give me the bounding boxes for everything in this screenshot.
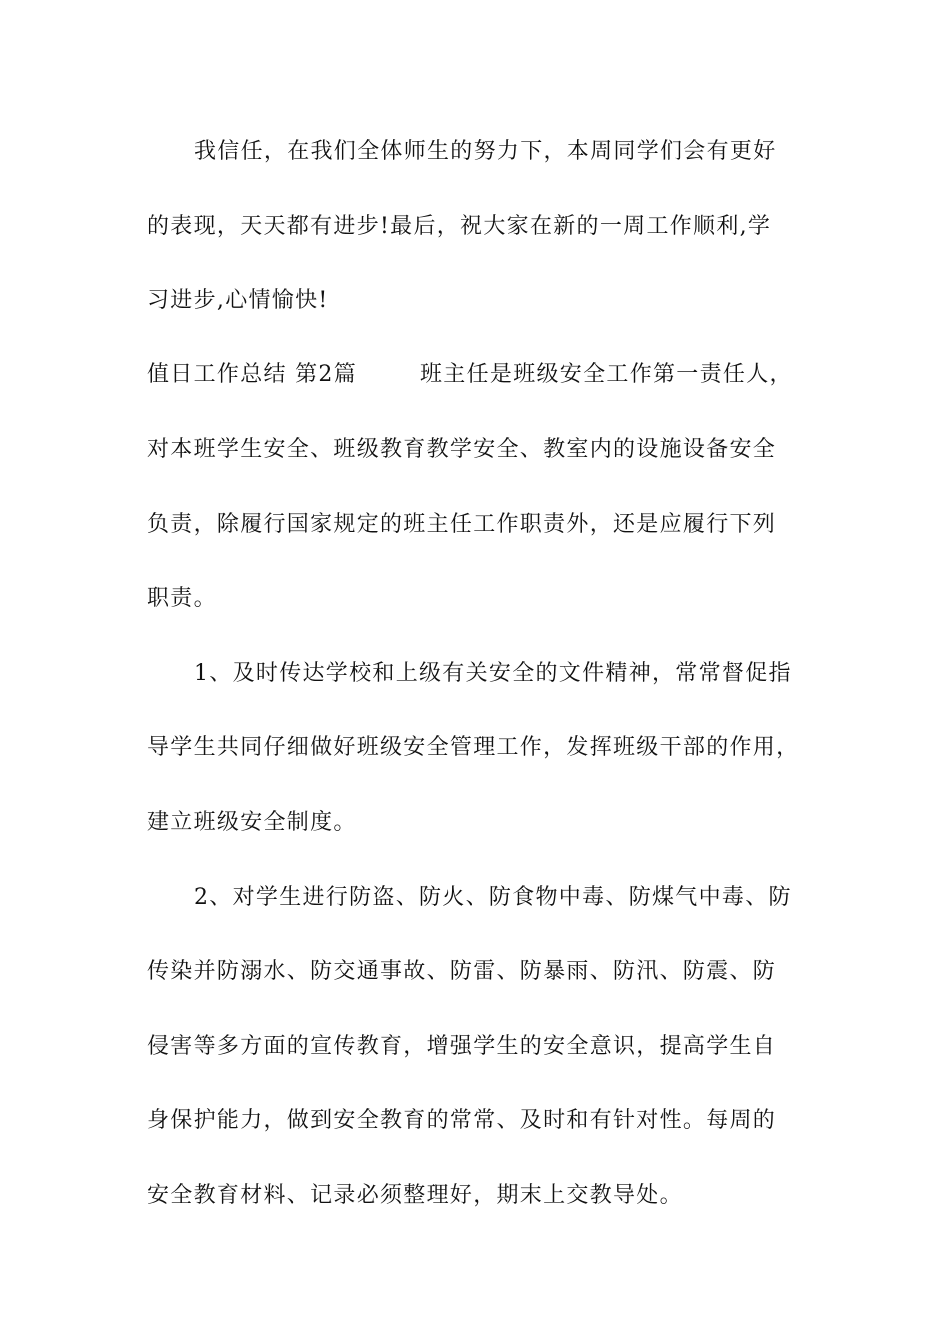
paragraph-line: 习进步,心情愉快! [147, 288, 329, 313]
paragraph-line: 职责。 [147, 586, 217, 611]
paragraph-line: 的表现，天天都有进步!最后，祝大家在新的一周工作顺利,学 [147, 214, 772, 239]
paragraph-line: 传染并防溺水、防交通事故、防雷、防暴雨、防汛、防震、防 [147, 959, 777, 984]
paragraph-line: 建立班级安全制度。 [147, 810, 357, 835]
paragraph-line: 我信任，在我们全体师生的努力下，本周同学们会有更好 [194, 139, 777, 164]
paragraph-line: 班主任是班级安全工作第一责任人， [420, 362, 793, 387]
paragraph-line: 侵害等多方面的宣传教育，增强学生的安全意识，提高学生自 [147, 1034, 777, 1059]
paragraph-line: 对本班学生安全、班级教育教学安全、教室内的设施设备安全 [147, 437, 777, 462]
paragraph-line: 导学生共同仔细做好班级安全管理工作，发挥班级干部的作用， [147, 735, 800, 760]
paragraph-line: 身保护能力，做到安全教育的常常、及时和有针对性。每周的 [147, 1108, 777, 1133]
paragraph-line: 安全教育材料、记录必须整理好，期末上交教导处。 [147, 1183, 683, 1208]
section-heading: 值日工作总结 第2篇 [147, 362, 357, 387]
paragraph-line: 2、对学生进行防盗、防火、防食物中毒、防煤气中毒、防 [194, 885, 792, 910]
paragraph-line: 负责，除履行国家规定的班主任工作职责外，还是应履行下列 [147, 512, 777, 537]
paragraph-line: 1、及时传达学校和上级有关安全的文件精神，常常督促指 [194, 661, 792, 686]
